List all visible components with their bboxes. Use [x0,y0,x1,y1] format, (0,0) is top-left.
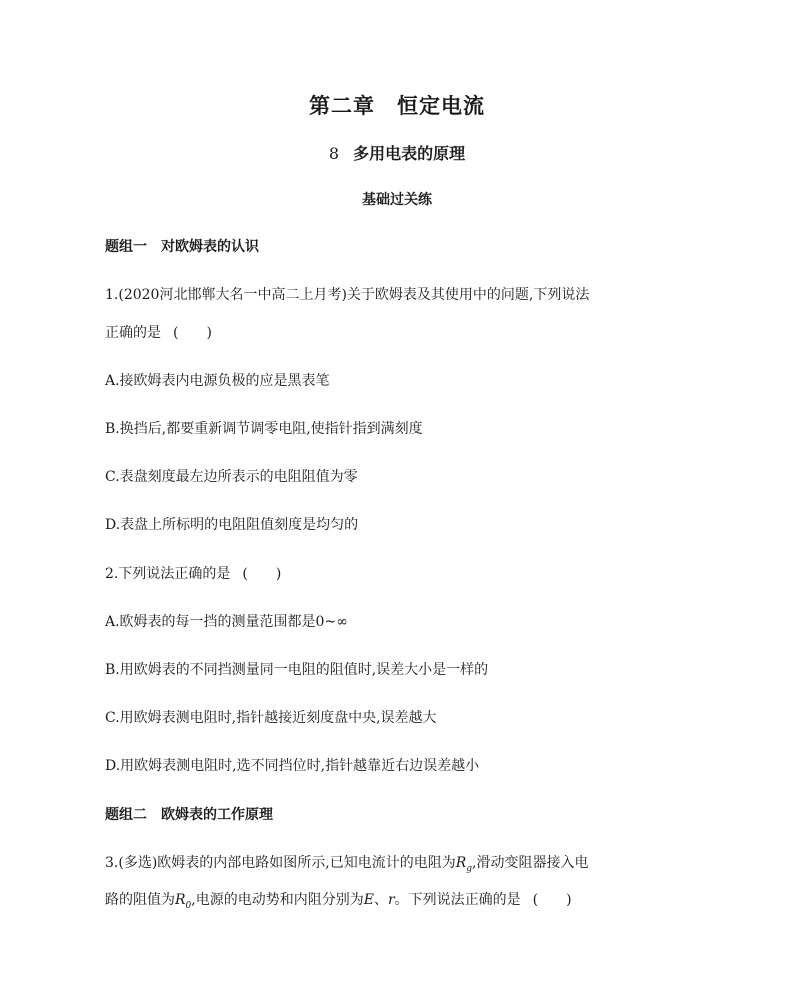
question-3-line-1 [105,853,589,879]
question-1-option-c: C.表盘刻度最左边所表示的电阻阻值为零 [105,469,358,485]
question-3-text-b: ,滑动变阻器接入电 [472,855,589,871]
internal-resistance-symbol: r [387,892,395,908]
answer-parenthesis: ( ) [242,566,282,582]
answer-parenthesis: ( ) [173,325,212,341]
section-title [0,141,794,164]
group-one-title: 对欧姆表的认识 [161,239,259,255]
question-3-text-d: ,电源的电动势和内阻分别为 [191,892,364,908]
question-2-text: 2.下列说法正确的是 [105,566,231,582]
answer-parenthesis: ( ) [532,892,572,908]
section-number: 8 [328,144,340,163]
question-3-text-c: 路的阻值为 [105,892,175,908]
group-one-name: 题组一 [105,239,147,255]
question-3-text-a: 3.(多选)欧姆表的内部电路如图所示,已知电流计的电阻为 [105,855,456,871]
group-two-name: 题组二 [105,807,147,823]
question-2-stem [105,564,281,584]
r0-symbol: $R_0$ [175,892,192,911]
question-3-line-2 [105,890,572,916]
group-two-heading [105,805,273,825]
question-1-option-b: B.换挡后,都要重新调节调零电阻,使指针指到满刻度 [105,421,423,437]
question-2-option-a: A.欧姆表的每一挡的测量范围都是0~∞ [105,614,348,630]
question-2-option-d: D.用欧姆表测电阻时,选不同挡位时,指针越靠近右边误差越小 [105,758,480,774]
group-one-heading [105,237,259,257]
question-1-line-1: 1.(2020河北邯郸大名一中高二上月考)关于欧姆表及其使用中的问题,下列说法 [105,287,590,303]
rg-symbol: $R_g$ [455,855,473,874]
emf-symbol: E [363,892,374,908]
question-3-text-e: 。下列说法正确的是 [394,892,521,908]
practice-title: 基础过关练 [362,192,432,208]
group-two-title: 欧姆表的工作原理 [161,807,273,823]
question-2-option-b: B.用欧姆表的不同挡测量同一电阻的阻值时,误差大小是一样的 [105,662,489,678]
question-1-option-d: D.表盘上所标明的电阻阻值刻度是均匀的 [105,517,359,533]
chapter-title: 第二章 恒定电流 [309,93,485,118]
section-name: 多用电表的原理 [353,144,466,163]
question-1-stem-end: 正确的是 [105,325,161,341]
question-1-option-a: A.接欧姆表内电源负极的应是黑表笔 [105,373,330,389]
question-2-option-c: C.用欧姆表测电阻时,指针越接近刻度盘中央,误差越大 [105,710,437,726]
separator: 、 [373,892,388,908]
question-1-line-2 [105,323,212,343]
